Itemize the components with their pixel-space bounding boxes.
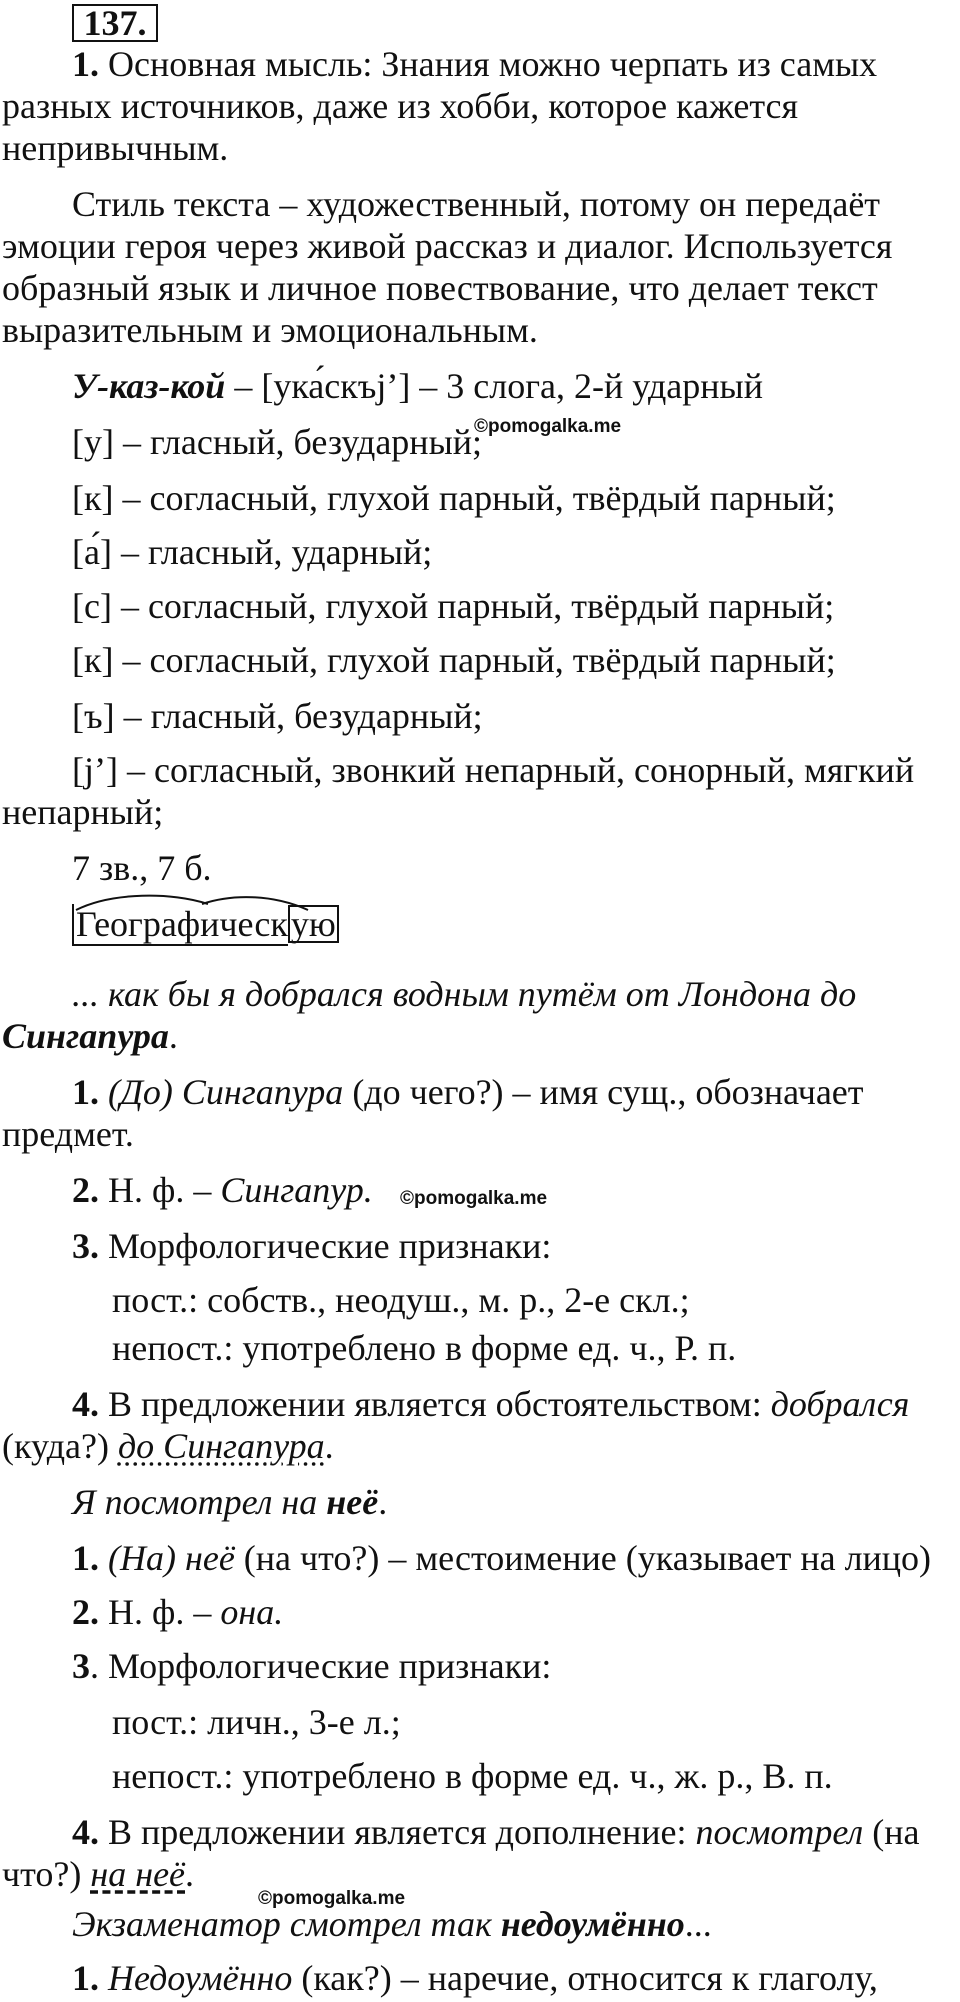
highlighted-word: Сингапура: [2, 1016, 169, 1056]
style-line-4: выразительным и эмоциональным.: [2, 310, 538, 350]
watermark: ©pomogalka.me: [258, 1888, 406, 1909]
ex2-variable-features: непост.: употреблено в форме ед. ч., ж. р., В. п.: [112, 1756, 833, 1796]
ex2-item-4-cont: [2, 1854, 194, 1894]
sound-line-1: [у] – гласный, безударный;: [72, 422, 483, 462]
word-form: (На) неё: [99, 1538, 235, 1578]
sound-letter-count: 7 зв., 7 б.: [72, 848, 212, 888]
sentence-member: на неё: [90, 1854, 186, 1894]
item-text: (как?) – наречие, относится к глаголу,: [292, 1958, 878, 1998]
ex3-item-1: [72, 1958, 878, 1998]
watermark: ©pomogalka.me: [400, 1188, 548, 1209]
main-idea-line-1: [72, 44, 877, 84]
word-form: (До) Сингапура: [99, 1072, 344, 1112]
ex1-item-2: [72, 1170, 373, 1210]
sentence-text: Экзаменатор смотрел так: [72, 1904, 501, 1944]
word-form: Недоумённо: [99, 1958, 293, 1998]
highlighted-word: неё: [326, 1482, 379, 1522]
item-number: 1.: [72, 1958, 99, 1998]
example-sentence-2: [72, 1482, 387, 1522]
style-line-1: Стиль текста – художественный, потому он передаёт: [72, 184, 881, 224]
item-text: Н. ф. –: [99, 1592, 221, 1632]
item-number: 4.: [72, 1812, 99, 1852]
sound-line-7-cont: непарный;: [2, 792, 164, 832]
sentence-member: до Сингапура: [117, 1426, 325, 1466]
phonetic-heading: [72, 366, 763, 406]
phonetic-word: У-каз-кой: [72, 366, 226, 406]
word-stem: [72, 904, 288, 944]
ex2-item-4: [72, 1812, 919, 1852]
question: (на: [863, 1812, 920, 1852]
question: (куда?): [2, 1426, 118, 1466]
sound-line-7: [j’] – согласный, звонкий непарный, сонорный, мягкий: [72, 750, 915, 790]
item-text: В предложении является дополнение:: [99, 1812, 696, 1852]
main-idea-text: Основная мысль: Знания можно черпать из самых: [99, 44, 878, 84]
watermark: ©pomogalka.me: [474, 416, 622, 437]
ex2-item-3: [72, 1646, 551, 1686]
ex1-item-3: [72, 1226, 551, 1266]
governing-word: посмотрел: [695, 1812, 864, 1852]
ex1-item-1-cont: предмет.: [2, 1114, 134, 1154]
ex2-constant-features: пост.: личн., 3-е л.;: [112, 1702, 401, 1742]
phonetic-transcription: – [ука́скъj’] – 3 слога, 2-й ударный: [225, 366, 763, 406]
governing-word: добрался: [770, 1384, 910, 1424]
ellipsis: ...: [684, 1904, 712, 1944]
example-sentence-1-line-1: ... как бы я добрался водным путём от Лондона до: [72, 974, 857, 1014]
item-text: В предложении является обстоятельством:: [99, 1384, 771, 1424]
ex1-item-4-cont: [2, 1426, 334, 1466]
ex1-variable-features: непост.: употреблено в форме ед. ч., Р. п.: [112, 1328, 737, 1368]
highlighted-word: недоумённо: [500, 1904, 685, 1944]
ex2-item-2: [72, 1592, 283, 1632]
period: .: [168, 1016, 178, 1056]
initial-form: Сингапур.: [220, 1170, 373, 1210]
item-text: (на что?) – местоимение (указывает на лицо): [234, 1538, 932, 1578]
example-sentence-1-line-2: [2, 1016, 178, 1056]
root-arc-icon: [72, 890, 312, 914]
period: .: [378, 1482, 388, 1522]
item-text: (до чего?) – имя сущ., обозначает: [343, 1072, 864, 1112]
item-number: 3.: [72, 1226, 99, 1266]
item-number: 4.: [72, 1384, 99, 1424]
task-number: 137.: [72, 4, 158, 42]
item-number: 2.: [72, 1592, 99, 1632]
item-number: 1.: [72, 44, 99, 84]
ex1-item-1: [72, 1072, 864, 1112]
sound-line-2: [к] – согласный, глухой парный, твёрдый парный;: [72, 478, 836, 518]
main-idea-line-3: непривычным.: [2, 128, 229, 168]
morphemic-word: [72, 904, 339, 944]
item-number: 1.: [72, 1538, 99, 1578]
period: .: [324, 1426, 334, 1466]
style-line-3: образный язык и личное повествование, что делает текст: [2, 268, 878, 308]
sound-line-6: [ъ] – гласный, безударный;: [72, 696, 483, 736]
sound-line-5: [к] – согласный, глухой парный, твёрдый парный;: [72, 640, 836, 680]
sound-line-3: [а́] – гласный, ударный;: [72, 532, 433, 572]
stem-text: Географическ: [72, 904, 288, 946]
main-idea-line-2: разных источников, даже из хобби, которое кажется: [2, 86, 799, 126]
example-sentence-3: [72, 1904, 712, 1944]
initial-form: она.: [220, 1592, 284, 1632]
item-number: 3: [72, 1646, 90, 1686]
style-line-2: эмоции героя через живой рассказ и диалог. Используется: [2, 226, 893, 266]
ex1-constant-features: пост.: собств., неодуш., м. р., 2-е скл.;: [112, 1280, 690, 1320]
question: что?): [2, 1854, 91, 1894]
item-text: . Морфологические признаки:: [90, 1646, 552, 1686]
sentence-text: Я посмотрел на: [72, 1482, 327, 1522]
item-text: Н. ф. –: [99, 1170, 221, 1210]
item-number: 2.: [72, 1170, 99, 1210]
ex2-item-1: [72, 1538, 931, 1578]
period: .: [185, 1854, 195, 1894]
item-number: 1.: [72, 1072, 99, 1112]
sound-line-4: [с] – согласный, глухой парный, твёрдый парный;: [72, 586, 835, 626]
item-text: Морфологические признаки:: [99, 1226, 552, 1266]
ending-box: ую: [288, 905, 339, 943]
ex1-item-4: [72, 1384, 909, 1424]
